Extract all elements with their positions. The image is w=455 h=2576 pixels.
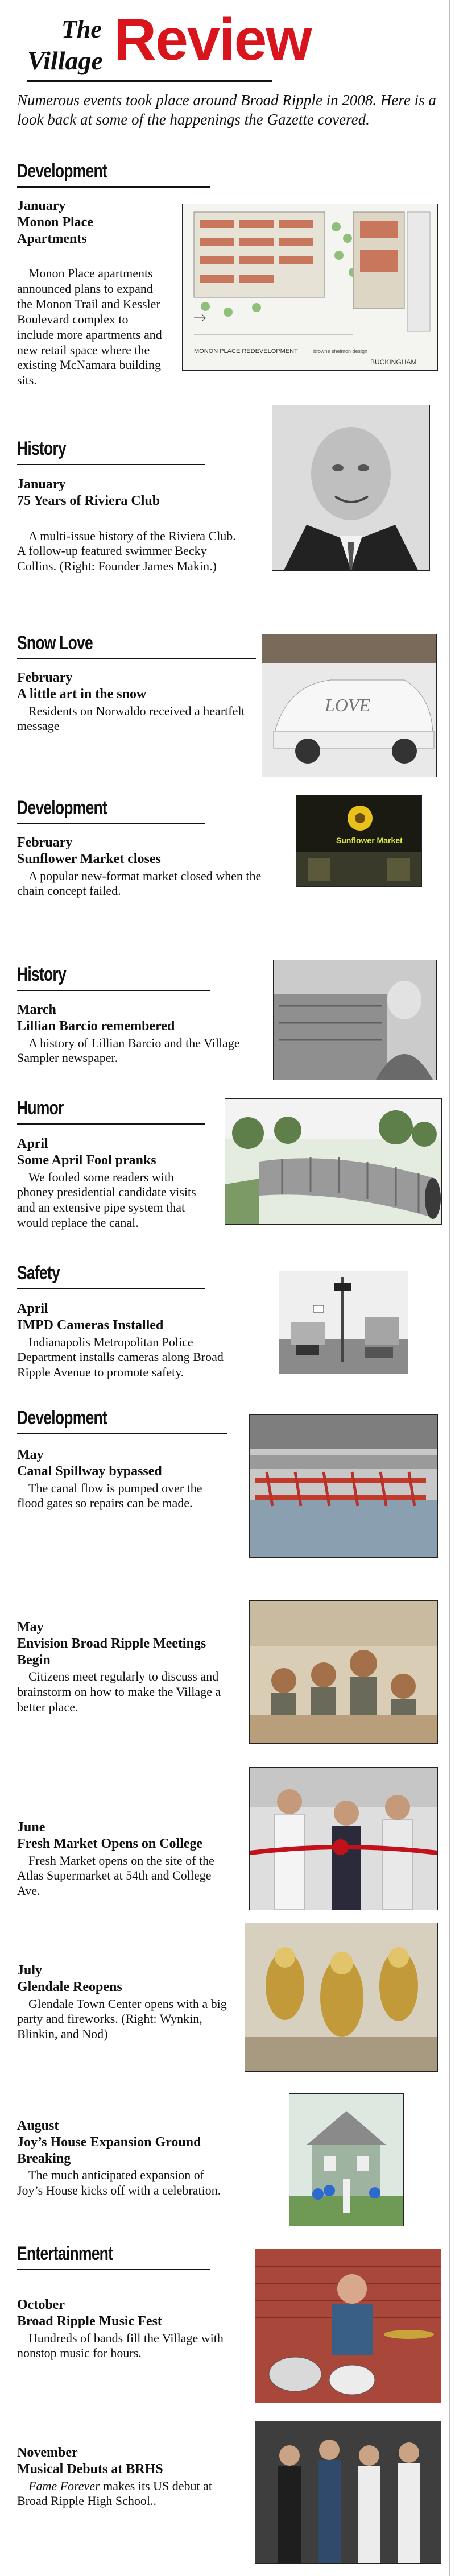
item-musical-debut bbox=[17, 2445, 228, 2509]
portrait-photo bbox=[272, 405, 430, 571]
barcio-drawing bbox=[274, 960, 436, 1080]
item-description: Fresh Market opens on the site of the Atlas Supermarket at 54th and College Ave. bbox=[17, 1853, 214, 1898]
envision-meeting-drawing bbox=[250, 1601, 437, 1743]
item-title: Canal Spillway bypassed bbox=[17, 1463, 162, 1479]
masthead-review: Review bbox=[114, 7, 311, 73]
musical-cast-drawing bbox=[255, 2421, 441, 2563]
item-title: Monon Place Apartments bbox=[17, 214, 93, 246]
item-description: Hundreds of bands fill the Village with nonstop music for hours. bbox=[17, 2330, 224, 2361]
masthead-the: The bbox=[61, 15, 102, 43]
ribbon-cutting-photo bbox=[249, 1767, 438, 1910]
item-description: Indianapolis Metropolitan Police Department installs cameras along Broad Ripple Avenue to promote safety. bbox=[17, 1334, 224, 1380]
item-title: Fresh Market Opens on College bbox=[17, 1836, 203, 1851]
item-month: April bbox=[17, 1136, 48, 1151]
item-impd-cameras bbox=[17, 1301, 250, 1380]
ribbon-cutting-drawing bbox=[250, 1768, 437, 1910]
item-title: Sunflower Market closes bbox=[17, 851, 161, 866]
item-riviera-club bbox=[17, 476, 245, 574]
joys-house-drawing bbox=[289, 2094, 403, 2226]
section-rule bbox=[17, 464, 205, 465]
plan-brand: BUCKINGHAM bbox=[370, 358, 417, 366]
item-title: Some April Fool pranks bbox=[17, 1152, 156, 1168]
section-heading-development: Development bbox=[17, 160, 107, 182]
section-rule bbox=[17, 1288, 205, 1289]
item-snow-art bbox=[17, 670, 256, 734]
canal-pipe-photo bbox=[225, 1098, 442, 1225]
envision-meeting-photo bbox=[249, 1600, 438, 1744]
item-april-fool bbox=[17, 1136, 210, 1231]
plan-label: MONON PLACE REDEVELOPMENT bbox=[194, 348, 298, 355]
drummer-drawing bbox=[255, 2249, 441, 2403]
item-title: Glendale Reopens bbox=[17, 1979, 122, 1994]
item-description: The canal flow is pumped over the flood gates so repairs can be made. bbox=[17, 1480, 202, 1511]
site-plan-image bbox=[182, 204, 438, 371]
intro-text: Numerous events took place around Broad Ripple in 2008. Here is a look back at some of the happenings the Gazette covered. bbox=[17, 92, 436, 128]
item-music-fest bbox=[17, 2297, 228, 2361]
section-heading-snow-love: Snow Love bbox=[17, 632, 93, 654]
section-rule bbox=[17, 186, 210, 188]
barcio-photo bbox=[273, 960, 437, 1080]
item-description: We fooled some readers with phoney presidential candidate visits and an extensive pipe system that would replace the canal. bbox=[17, 1169, 196, 1230]
spillway-drawing bbox=[250, 1415, 437, 1557]
item-month: November bbox=[17, 2445, 78, 2460]
drummer-photo bbox=[255, 2249, 441, 2403]
section-heading-humor: Humor bbox=[17, 1097, 64, 1119]
item-lillian-barcio bbox=[17, 1002, 256, 1066]
item-month: July bbox=[17, 1963, 43, 1978]
masthead-rule bbox=[27, 80, 272, 82]
item-month: June bbox=[17, 1820, 46, 1835]
item-month: February bbox=[17, 670, 73, 685]
item-month: May bbox=[17, 1620, 44, 1635]
item-title: Joy’s House Expansion Ground Breaking bbox=[17, 2134, 201, 2166]
item-title: 75 Years of Riviera Club bbox=[17, 493, 160, 508]
item-fresh-market bbox=[17, 1819, 228, 1899]
sunflower-drawing bbox=[296, 795, 421, 886]
section-rule bbox=[17, 823, 205, 824]
section-heading-history: History bbox=[17, 964, 66, 985]
item-month: January bbox=[17, 198, 66, 213]
joys-house-photo bbox=[289, 2093, 404, 2226]
page-edge-rule bbox=[449, 0, 450, 2576]
item-title: IMPD Cameras Installed bbox=[17, 1317, 164, 1333]
section-rule bbox=[17, 658, 256, 659]
snow-car-drawing bbox=[262, 634, 436, 777]
item-month: March bbox=[17, 1002, 56, 1017]
section-rule bbox=[17, 990, 210, 991]
section-heading-safety: Safety bbox=[17, 1262, 60, 1284]
item-description-rest: makes its US debut at Broad Ripple High School.. bbox=[17, 2478, 213, 2508]
item-title: Musical Debuts at BRHS bbox=[17, 2461, 163, 2477]
item-envision-broad-ripple bbox=[17, 1619, 228, 1715]
sunflower-market-photo bbox=[296, 795, 422, 887]
market-sign-text: Sunflower Market bbox=[336, 836, 403, 845]
item-description: Monon Place apartments announced plans to expand the Monon Trail and Kessler Boulevard complex to include more apartments and new retail space where the existing McNamara building sits. bbox=[17, 266, 162, 388]
item-month: October bbox=[17, 2297, 65, 2312]
masthead bbox=[17, 7, 311, 96]
canal-pipe-drawing bbox=[225, 1099, 441, 1224]
item-monon-place bbox=[17, 198, 165, 388]
item-title: Broad Ripple Music Fest bbox=[17, 2313, 162, 2329]
car-snow-text: LOVE bbox=[325, 695, 370, 715]
item-description: A multi-issue history of the Riviera Club. A follow-up featured swimmer Becky Collins. (Right: Founder James Makin.) bbox=[17, 528, 236, 574]
site-plan-drawing bbox=[183, 204, 437, 370]
section-heading-development: Development bbox=[17, 797, 107, 819]
street-camera-photo bbox=[279, 1271, 408, 1374]
section-rule bbox=[17, 1433, 228, 1434]
section-rule bbox=[17, 2269, 210, 2270]
street-camera-drawing bbox=[279, 1271, 408, 1374]
section-heading-development: Development bbox=[17, 1407, 107, 1429]
item-joys-house bbox=[17, 2118, 228, 2198]
item-description: Residents on Norwaldo received a heartfelt message bbox=[17, 703, 245, 733]
item-title: Envision Broad Ripple Meetings Begin bbox=[17, 1636, 206, 1667]
item-canal-spillway bbox=[17, 1447, 228, 1511]
item-description: Glendale Town Center opens with a big party and fireworks. (Right: Wynkin, Blinkin, and Nod) bbox=[17, 1996, 227, 2042]
item-month: January bbox=[17, 477, 66, 492]
show-title: Fame Forever bbox=[28, 2478, 100, 2493]
glendale-statues-drawing bbox=[245, 1923, 437, 2071]
item-month: April bbox=[17, 1301, 48, 1316]
item-title: Lillian Barcio remembered bbox=[17, 1018, 175, 1034]
snow-car-photo bbox=[262, 634, 437, 777]
item-description: A history of Lillian Barcio and the Village Sampler newspaper. bbox=[17, 1035, 240, 1065]
item-description bbox=[17, 2479, 228, 2509]
section-rule bbox=[17, 1123, 205, 1125]
plan-small-text: browne shelmon design bbox=[313, 349, 368, 354]
musical-cast-photo bbox=[255, 2421, 441, 2564]
item-description: The much anticipated expansion of Joy’s House kicks off with a celebration. bbox=[17, 2168, 221, 2198]
masthead-village: Village bbox=[27, 46, 103, 75]
item-sunflower-market bbox=[17, 835, 267, 899]
portrait-drawing bbox=[272, 405, 429, 570]
section-heading-entertainment: Entertainment bbox=[17, 2243, 113, 2264]
item-month: February bbox=[17, 835, 73, 850]
item-month: May bbox=[17, 1447, 44, 1462]
item-month: August bbox=[17, 2118, 59, 2133]
glendale-statues-photo bbox=[245, 1923, 438, 2072]
item-glendale-reopens bbox=[17, 1963, 228, 2042]
item-description: A popular new-format market closed when the chain concept failed. bbox=[17, 868, 262, 898]
item-title: A little art in the snow bbox=[17, 686, 147, 702]
item-description: Citizens meet regularly to discuss and brainstorm on how to make the Village a better place. bbox=[17, 1669, 221, 1715]
section-heading-history: History bbox=[17, 438, 66, 459]
spillway-photo bbox=[249, 1414, 438, 1558]
